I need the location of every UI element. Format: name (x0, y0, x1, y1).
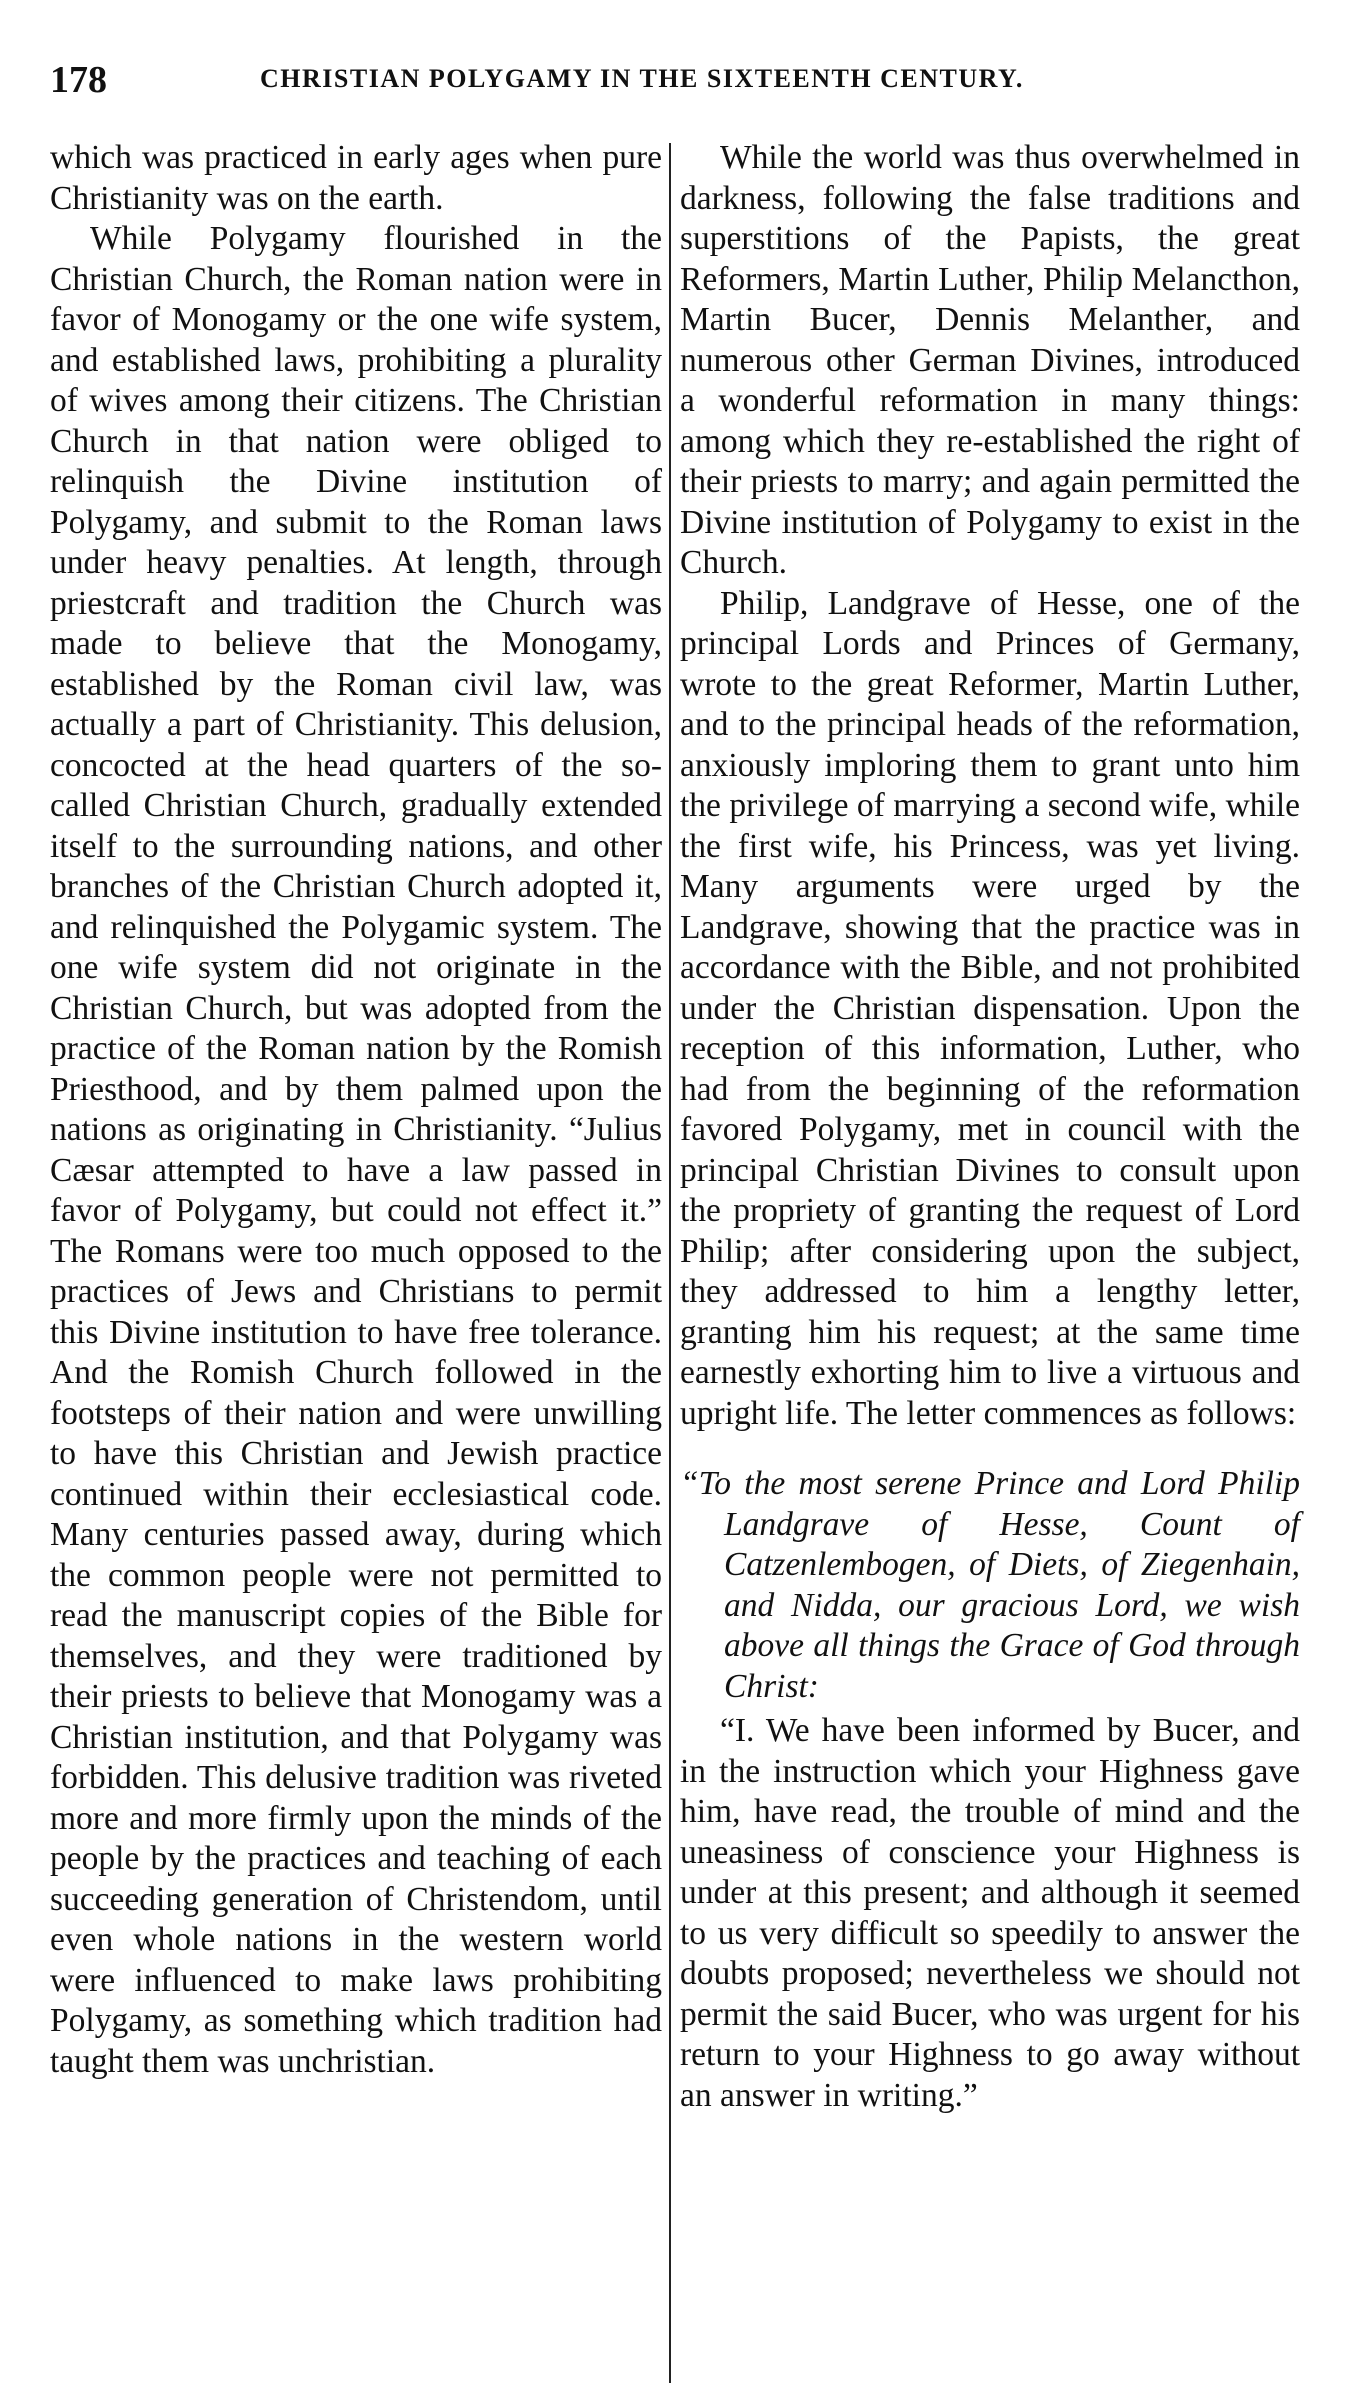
right-column (680, 138, 1300, 2116)
column-divider (669, 143, 671, 2383)
letter-paragraph-1: “I. We have been informed by Bucer, and in the instruction which your Highness gave him, have read, the trouble of mind and the uneasiness of conscience your Highness is under at this present; and although it seemed to us very difficult so speedily to answer the doubts proposed; nevertheless we should not permit the said Bucer, who was urgent for his return to your Highness to go away without an answer in writing.” (680, 1712, 1300, 2114)
page-header (50, 58, 1300, 108)
right-paragraph-landgrave: Philip, Landgrave of Hesse, one of the principal Lords and Princes of Germany, wrote to the great Reformer, Martin Luther, and to the principal heads of the reformation, anxiously imploring them to grant unto him the privilege of marrying a second wife, while the first wife, his Princess, was yet living. Many arguments were urged by the Landgrave, showing that the practice was in accordance with the Bible, and not prohibited under the Christian dispensation. Upon the reception of this information, Luther, who had from the beginning of the reformation favored Polygamy, met in council with the principal Christian Divines to consult upon the propriety of granting the request of Lord Philip; after considering upon the subject, they addressed to him a lengthy letter, granting him his request; at the same time earnestly exhorting him to live a virtuous and upright life. The letter commences as follows: (680, 584, 1300, 1432)
letter-salutation: “To the most serene Prince and Lord Philip Landgrave of Hesse, Count of Catzenlembogen, of Diets, of Ziegenhain, and Nidda, our gracious Lord, we wish above all things the Grace of God through Christ: (680, 1465, 1300, 1705)
running-title: CHRISTIAN POLYGAMY IN THE SIXTEENTH CENTURY. (260, 64, 1024, 93)
left-column (50, 138, 662, 2082)
right-paragraph-reformers: While the world was thus overwhelmed in darkness, following the false traditions and superstitions of the Papists, the great Reformers, Martin Luther, Philip Melancthon, Martin Bucer, Dennis Melanther, and numerous other German Divines, introduced a wonderful reformation in many things: among which they re-established the right of their priests to marry; and again permitted the Divine institution of Polygamy to exist in the Church. (680, 139, 1300, 581)
page-number: 178 (50, 59, 107, 101)
left-paragraph-roman-monogamy: While Polygamy flourished in the Christian Church, the Roman nation were in favor of Monogamy or the one wife system, and established laws, prohibiting a plurality of wives among their citizens. The Christian Church in that nation were obliged to relinquish the Divine institution of Polygamy, and submit to the Roman laws under heavy penalties. At length, through priestcraft and tradition the Church was made to believe that the Monogamy, established by the Roman civil law, was actually a part of Christianity. This delusion, concocted at the head quarters of the so-called Christian Church, gradually extended itself to the surrounding nations, and other branches of the Christian Church adopted it, and relinquished the Polygamic system. The one wife system did not originate in the Christian Church, but was adopted from the practice of the Roman nation by the Romish Priesthood, and by them palmed upon the nations as originating in Christianity. “Julius Cæsar attempted to have a law passed in favor of Polygamy, but could not effect it.” The Romans were too much opposed to the practices of Jews and Christians to permit this Divine institution to have free tolerance. And the Romish Church followed in the footsteps of their nation and were unwilling to have this Christian and Jewish practice continued within their ecclesiastical code. Many centuries passed away, during which the common people were not permitted to read the manuscript copies of the Bible for themselves, and they were traditioned by their priests to believe that Monogamy was a Christian institution, and that Polygamy was forbidden. This delusive tradition was riveted more and more firmly upon the minds of the people by the practices and teaching of each succeeding generation of Christendom, until even whole nations in the western world were influenced to make laws prohibiting Polygamy, as something which tradition had taught them was unchristian. (50, 220, 662, 2080)
left-paragraph-continuation: which was practiced in early ages when pure Christianity was on the earth. (50, 139, 662, 217)
